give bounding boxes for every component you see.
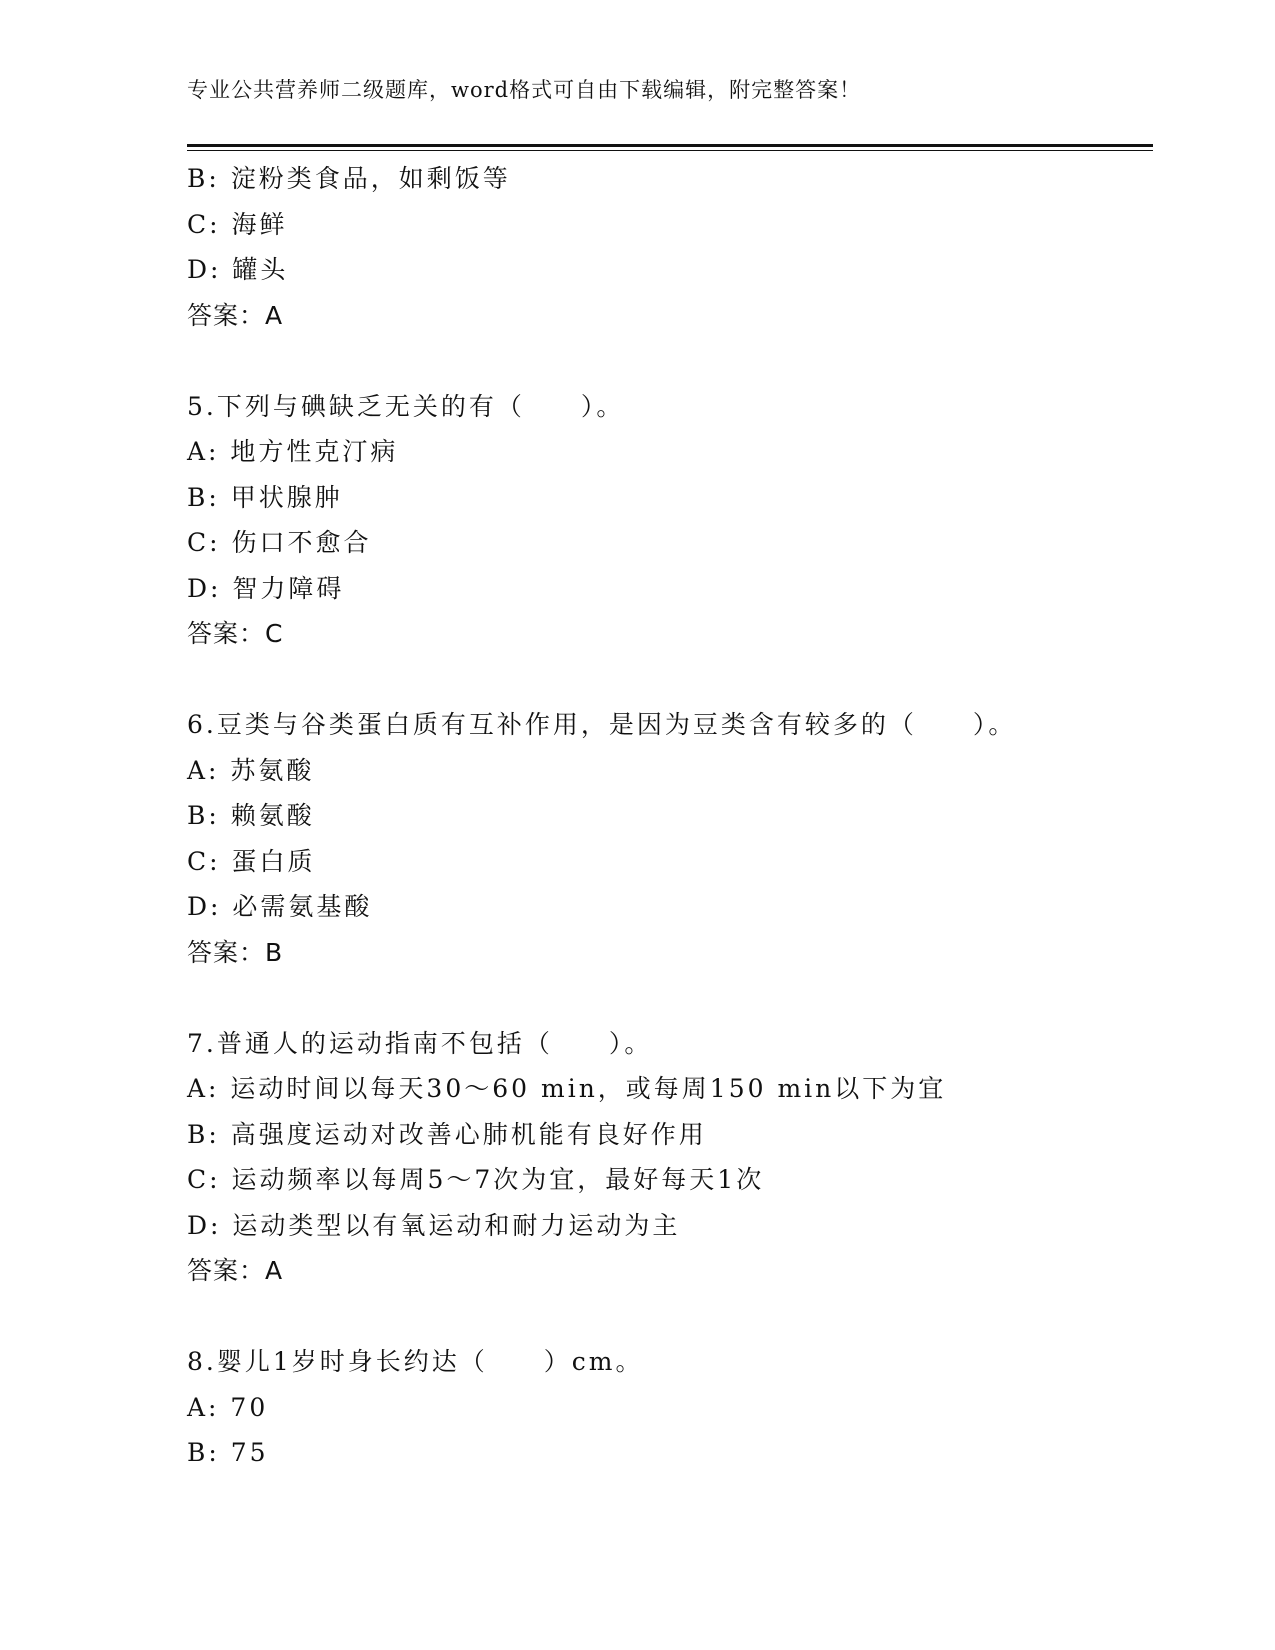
option-line: C: 蛋白质 bbox=[187, 846, 316, 876]
option-line: D: 运动类型以有氧运动和耐力运动为主 bbox=[187, 1210, 681, 1240]
question-line: 7.普通人的运动指南不包括（ ）。 bbox=[187, 1028, 653, 1058]
header-rule-thick bbox=[187, 144, 1153, 147]
option-line: C: 伤口不愈合 bbox=[187, 528, 372, 557]
spacer bbox=[187, 975, 1153, 1021]
page-header: 专业公共营养师二级题库，word格式可自由下载编辑，附完整答案！ bbox=[187, 78, 862, 102]
option-line: D: 智力障碍 bbox=[187, 573, 345, 603]
question-line: 8.婴儿1岁时身长约达（ ）cm。 bbox=[187, 1347, 644, 1376]
option-line: A: 地方性克汀病 bbox=[187, 437, 399, 466]
option-line: B: 赖氨酸 bbox=[187, 801, 315, 830]
option-line: D: 罐头 bbox=[187, 255, 289, 284]
option-line: B: 淀粉类食品，如剩饭等 bbox=[187, 164, 511, 193]
header-rule-thin bbox=[187, 150, 1153, 151]
question-line: 6.豆类与谷类蛋白质有互补作用，是因为豆类含有较多的（ ）。 bbox=[187, 710, 1017, 739]
option-line: C: 运动频率以每周5～7次为宜，最好每天1次 bbox=[187, 1165, 765, 1194]
answer-line: 答案：A bbox=[187, 1256, 284, 1285]
option-line: D: 必需氨基酸 bbox=[187, 892, 373, 921]
option-line: B: 甲状腺肿 bbox=[187, 482, 343, 512]
option-line: A: 苏氨酸 bbox=[187, 755, 315, 785]
question-line: 5.下列与碘缺乏无关的有（ ）。 bbox=[187, 391, 625, 421]
spacer bbox=[187, 338, 1153, 384]
spacer bbox=[187, 1294, 1153, 1340]
option-line: B: 高强度运动对改善心肺机能有良好作用 bbox=[187, 1119, 707, 1149]
answer-line: 答案：A bbox=[187, 300, 284, 330]
option-line: A: 70 bbox=[187, 1392, 269, 1422]
option-line: A: 运动时间以每天30～60 min，或每周150 min以下为宜 bbox=[187, 1074, 947, 1103]
question-list bbox=[187, 156, 1153, 1476]
option-line: C: 海鲜 bbox=[187, 209, 288, 239]
spacer bbox=[187, 657, 1153, 703]
option-line: B: 75 bbox=[187, 1438, 269, 1467]
answer-line: 答案：C bbox=[187, 619, 284, 648]
answer-line: 答案：B bbox=[187, 937, 284, 967]
